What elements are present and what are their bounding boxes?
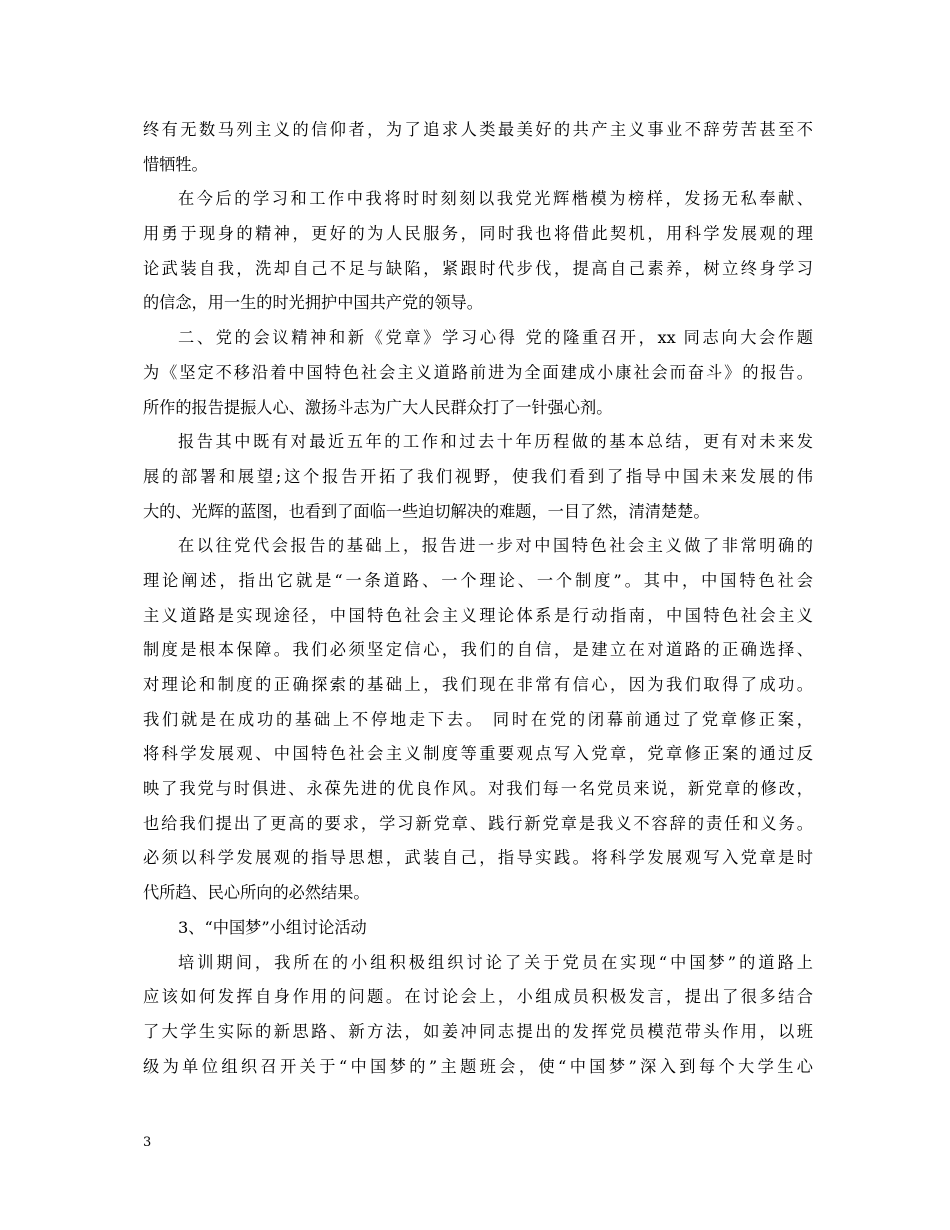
text-line: 所作的报告提振人心、激扬斗志为广大人民群众打了一针强心剂。 — [143, 397, 613, 417]
text-line: 制度是根本保障。我们必须坚定信心，我们的自信，是建立在对道路的正确选择、 — [143, 640, 813, 660]
text-line: 3、“中国梦”小组讨论活动 — [178, 917, 367, 937]
text-line: 论武装自我，洗却自己不足与缺陷，紧跟时代步伐，提高自己素养，树立终身学习 — [143, 258, 813, 278]
text-line: 我们就是在成功的基础上不停地走下去。 同时在党的闭幕前通过了党章修正案， — [143, 709, 813, 729]
text-line: 了大学生实际的新思路、新方法，如姜冲同志提出的发挥党员模范带头作用，以班 — [143, 1021, 813, 1041]
text-line: 报告其中既有对最近五年的工作和过去十年历程做的基本总结，更有对未来发 — [178, 432, 813, 452]
body-text — [143, 113, 813, 1084]
text-line: 的信念，用一生的时光拥护中国共产党的领导。 — [143, 293, 483, 313]
text-line: 培训期间，我所在的小组积极组织讨论了关于党员在实现“中国梦”的道路上 — [178, 952, 813, 972]
text-line: 应该如何发挥自身作用的问题。在讨论会上，小组成员积极发言，提出了很多结合 — [143, 987, 813, 1007]
text-line: 对理论和制度的正确探索的基础上，我们现在非常有信心，因为我们取得了成功。 — [143, 675, 813, 694]
text-line: 展的部署和展望;这个报告开拓了我们视野，使我们看到了指导中国未来发展的伟 — [143, 466, 813, 486]
text-line: 在今后的学习和工作中我将时时刻刻以我党光辉楷模为榜样，发扬无私奉献、 — [178, 189, 813, 209]
text-line: 在以往党代会报告的基础上，报告进一步对中国特色社会主义做了非常明确的 — [178, 536, 813, 556]
text-line: 为《坚定不移沿着中国特色社会主义道路前进为全面建成小康社会而奋斗》的报告。 — [143, 362, 813, 382]
text-line: 将科学发展观、中国特色社会主义制度等重要观点写入党章，党章修正案的通过反 — [143, 744, 813, 764]
text-line: 必须以科学发展观的指导思想，武装自己，指导实践。将科学发展观写入党章是时 — [143, 848, 813, 868]
text-line: 主义道路是实现途径，中国特色社会主义理论体系是行动指南，中国特色社会主义 — [143, 605, 813, 625]
page-number: 3 — [143, 1135, 152, 1150]
text-line: 用勇于现身的精神，更好的为人民服务，同时我也将借此契机，用科学发展观的理 — [143, 224, 813, 244]
text-line: 大的、光辉的蓝图，也看到了面临一些迫切解决的难题，一目了然，清清楚楚。 — [143, 501, 710, 521]
text-line: 级为单位组织召开关于“中国梦的”主题班会，使“中国梦”深入到每个大学生心 — [143, 1056, 813, 1076]
text-line: 理论阐述，指出它就是“一条道路、一个理论、一个制度”。其中，中国特色社会 — [143, 570, 813, 590]
text-line: 代所趋、民心所向的必然结果。 — [143, 883, 370, 903]
text-line: 映了我党与时俱进、永葆先进的优良作风。对我们每一名党员来说，新党章的修改， — [143, 779, 813, 799]
text-line: 二、党的会议精神和新《党章》学习心得 党的隆重召开，xx 同志向大会作题 — [178, 328, 813, 348]
text-line: 惜牺牲。 — [143, 154, 208, 174]
text-line: 终有无数马列主义的信仰者，为了追求人类最美好的共产主义事业不辞劳苦甚至不 — [143, 120, 813, 139]
text-line: 也给我们提出了更高的要求，学习新党章、践行新党章是我义不容辞的责任和义务。 — [143, 813, 813, 833]
